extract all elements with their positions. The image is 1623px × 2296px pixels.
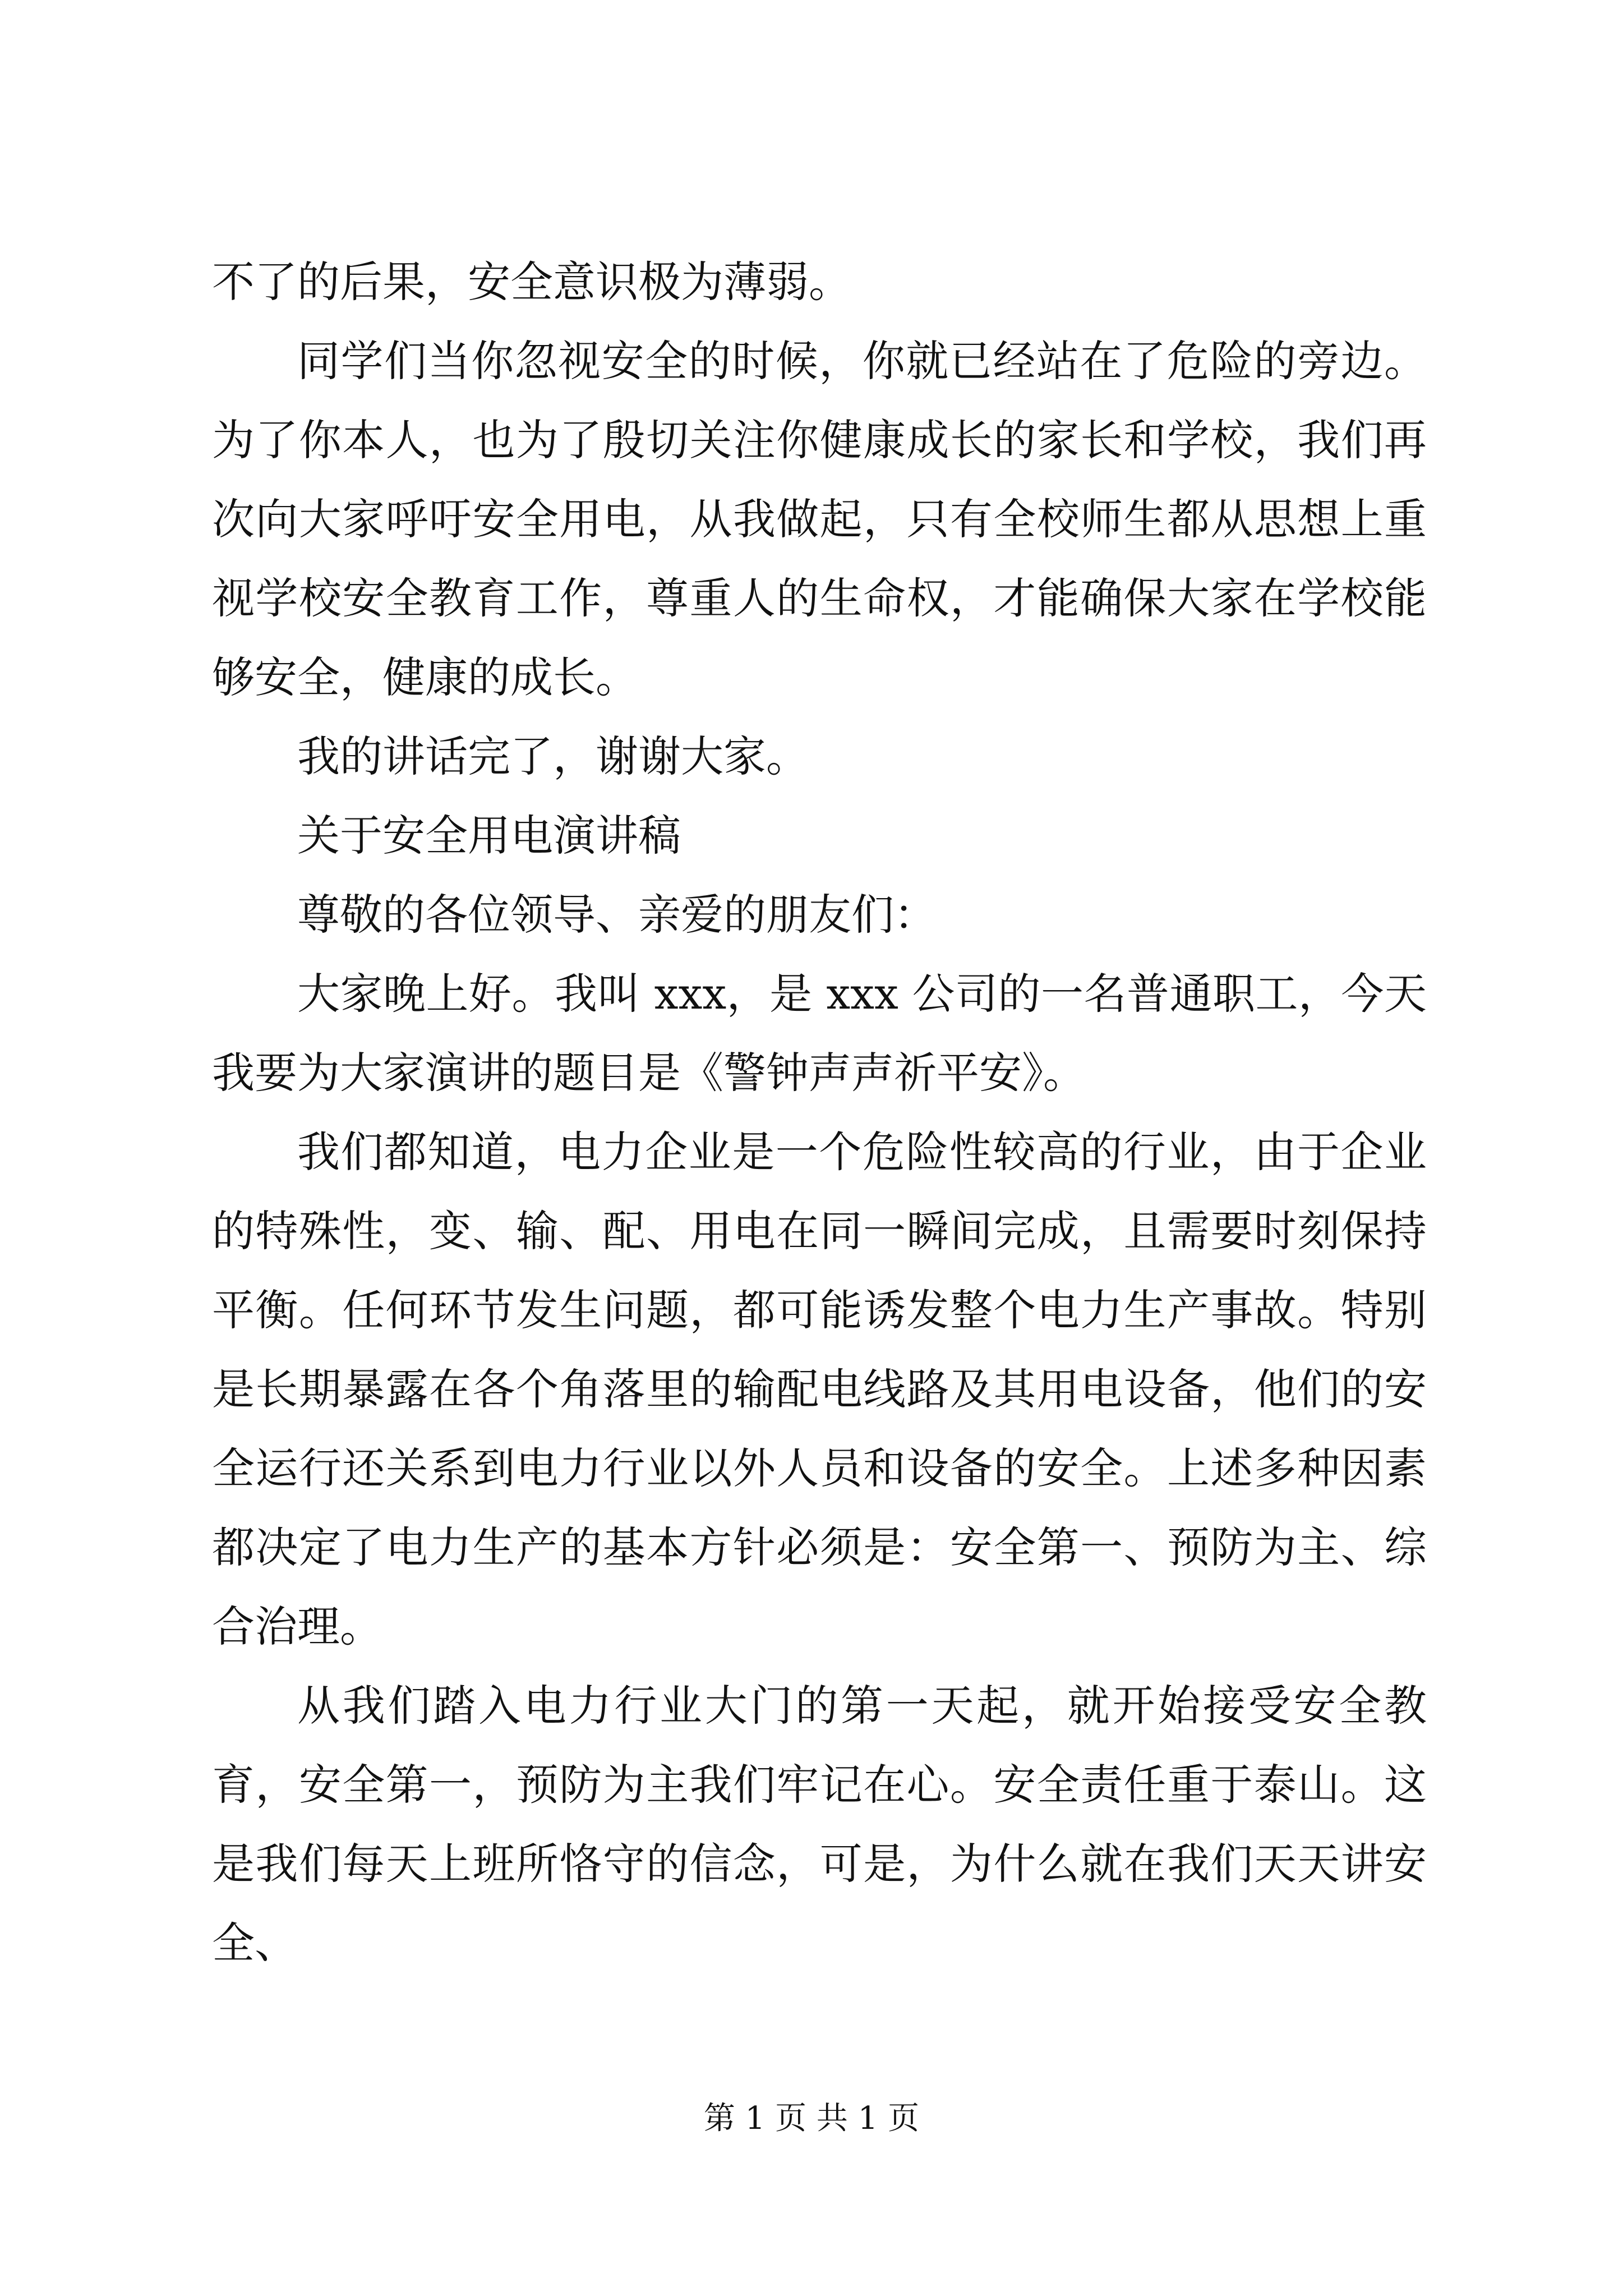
paragraph-6: 大家晚上好。我叫 xxx，是 xxx 公司的一名普通职工，今天我要为大家演讲的题目是《警钟声声祈平安》。 (212, 969, 1427, 1098)
paragraph-2: 同学们当你忽视安全的时候，你就已经站在了危险的旁边。为了你本人，也为了殷切关注你健康成长的家长和学校，我们再次向大家呼吁安全用电，从我做起，只有全校师生都从思想上重视学校安全教育工作，尊重人的生命权，才能确保大家在学校能够安全，健康的成长。 (212, 336, 1427, 702)
section-heading: 关于安全用电演讲稿 (297, 811, 681, 861)
paragraph-3: 我的讲话完了，谢谢大家。 (297, 731, 809, 781)
salutation: 尊敬的各位领导、亲爱的朋友们： (297, 890, 937, 940)
paragraph-7: 我们都知道，电力企业是一个危险性较高的行业，由于企业的特殊性，变、输、配、用电在同一瞬间完成，且需要时刻保持平衡。任何环节发生问题，都可能诱发整个电力生产事故。特别是长期暴露在各个角落里的输配电线路及其用电设备，他们的安全运行还关系到电力行业以外人员和设备的安全。上述多种因素都决定了电力生产的基本方针必须是：安全第一、预防为主、综合治理。 (212, 1127, 1427, 1651)
paragraph-1: 不了的后果，安全意识极为薄弱。 (212, 257, 851, 307)
document-body (212, 242, 1427, 1982)
page-footer: 第 1 页 共 1 页 (703, 2100, 920, 2137)
paragraph-8: 从我们踏入电力行业大门的第一天起，就开始接受安全教育，安全第一，预防为主我们牢记在心。安全责任重于泰山。这是我们每天上班所恪守的信念，可是，为什么就在我们天天讲安全、 (212, 1681, 1427, 1968)
